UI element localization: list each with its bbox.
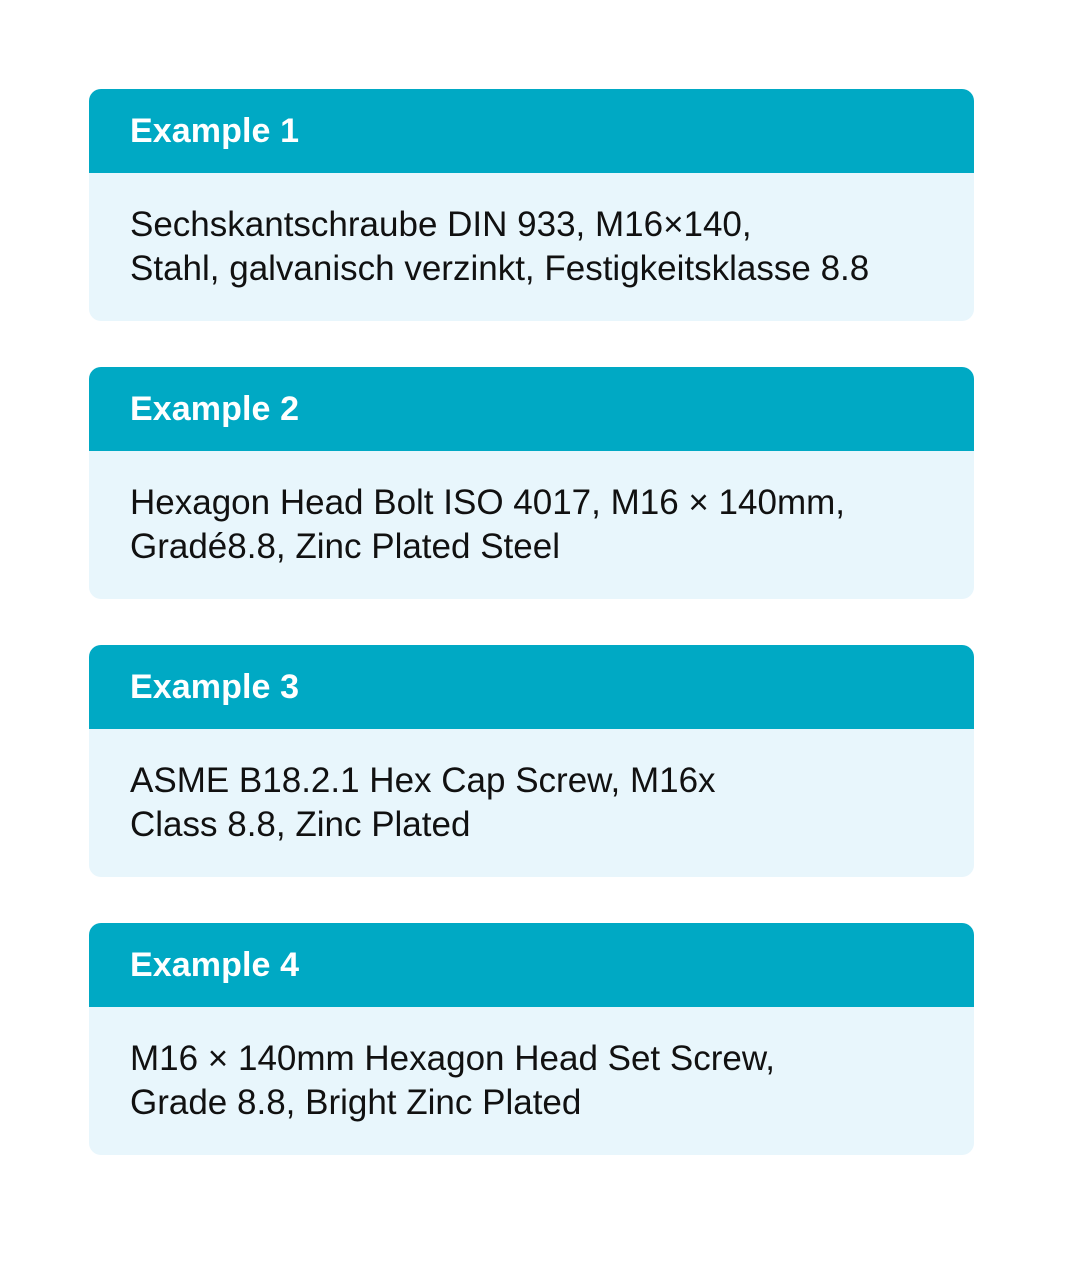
example-card-3	[89, 645, 974, 877]
example-description-line-1: Sechskantschraube DIN 933, M16×140,	[130, 205, 752, 244]
example-card-list	[89, 89, 974, 1201]
example-card-body	[89, 451, 974, 569]
example-card-title: Example 3	[130, 667, 300, 706]
example-card-header	[89, 367, 974, 451]
example-card-body	[89, 729, 974, 847]
example-card-title: Example 4	[130, 945, 300, 984]
example-description-line-1: ASME B18.2.1 Hex Cap Screw, M16x	[130, 761, 716, 800]
example-description-line-2: Gradé8.8, Zinc Plated Steel	[130, 527, 560, 566]
example-description-line-1: M16 × 140mm Hexagon Head Set Screw,	[130, 1039, 775, 1078]
example-card-title: Example 2	[130, 389, 300, 428]
example-card-title: Example 1	[130, 111, 300, 150]
example-description-line-1: Hexagon Head Bolt ISO 4017, M16 × 140mm,	[130, 483, 845, 522]
example-card-header	[89, 645, 974, 729]
example-card-body	[89, 173, 974, 291]
example-card-header	[89, 923, 974, 1007]
example-card-2	[89, 367, 974, 599]
example-description-line-2: Grade 8.8, Bright Zinc Plated	[130, 1083, 582, 1122]
example-description-line-2: Stahl, galvanisch verzinkt, Festigkeitsklasse 8.8	[130, 249, 870, 288]
example-card-4	[89, 923, 974, 1155]
example-card-body	[89, 1007, 974, 1125]
example-description-line-2: Class 8.8, Zinc Plated	[130, 805, 471, 844]
example-card-header	[89, 89, 974, 173]
example-card-1	[89, 89, 974, 321]
